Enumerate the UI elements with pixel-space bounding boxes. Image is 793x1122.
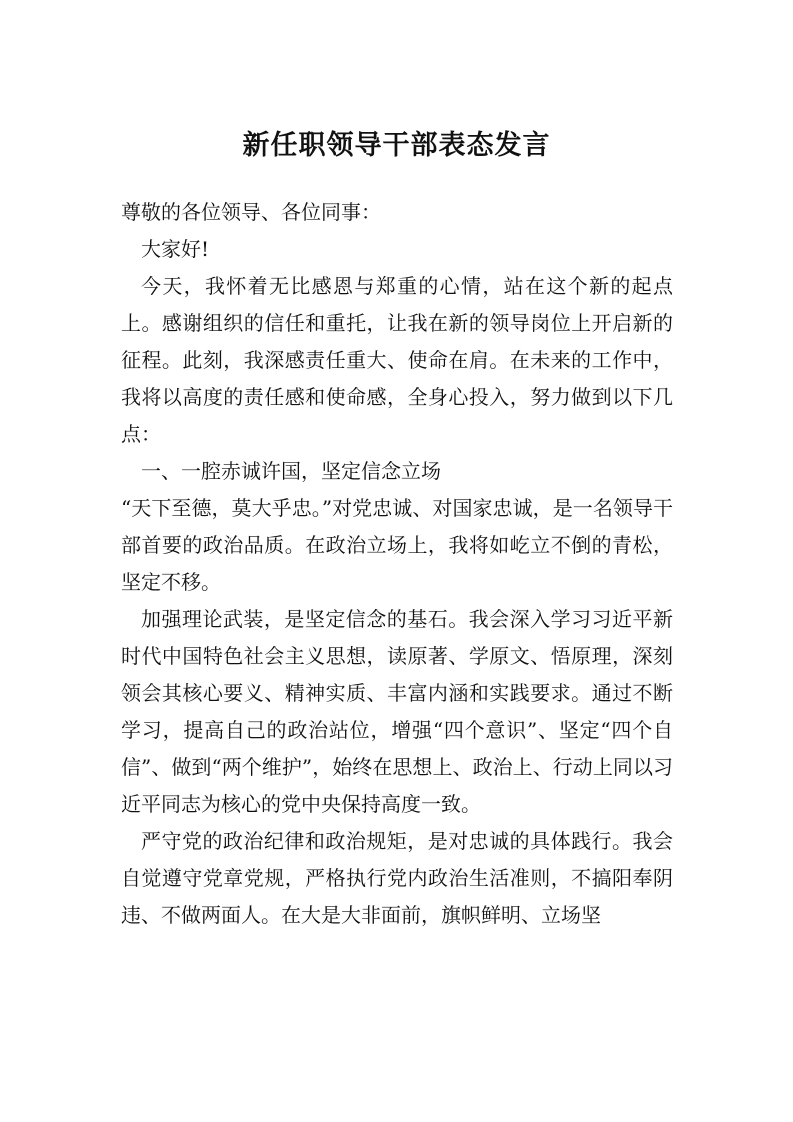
document-title: 新任职领导干部表态发言 bbox=[242, 130, 551, 161]
paragraph-theory: 加强理论武装，是坚定信念的基石。我会深入学习习近平新时代中国特色社会主义思想，读原著、学原文、悟原理，深刻领会其核心要义、精神实质、丰富内涵和实践要求。通过不断学习，提高自己的政治站位，增强“四个意识”、坚定“四个自信”、做到“两个维护”，始终在思想上、政治上、行动上同以习近平同志为核心的党中央保持高度一致。 bbox=[121, 607, 673, 816]
paragraph-discipline: 严守党的政治纪律和政治规矩，是对忠诚的具体践行。我会自觉遵守党章党规，严格执行党内政治生活准则，不搞阳奉阴违、不做两面人。在大是大非面前，旗帜鲜明、立场坚 bbox=[121, 829, 673, 927]
salutation: 尊敬的各位领导、各位同事： bbox=[121, 200, 381, 224]
greeting: 大家好! bbox=[141, 237, 210, 261]
section-heading: 一、一腔赤诚许国，坚定信念立场 bbox=[141, 459, 441, 483]
paragraph-loyalty-quote: “天下至德，莫大乎忠。”对党忠诚、对国家忠诚，是一名领导干部首要的政治品质。在政治立场上，我将如屹立不倒的青松，坚定不移。 bbox=[121, 496, 673, 594]
document-body bbox=[121, 194, 673, 934]
paragraph-intro: 今天，我怀着无比感恩与郑重的心情，站在这个新的起点上。感谢组织的信任和重托，让我在新的领导岗位上开启新的征程。此刻，我深感责任重大、使命在肩。在未来的工作中，我将以高度的责任感和使命感，全身心投入，努力做到以下几点： bbox=[121, 274, 673, 446]
